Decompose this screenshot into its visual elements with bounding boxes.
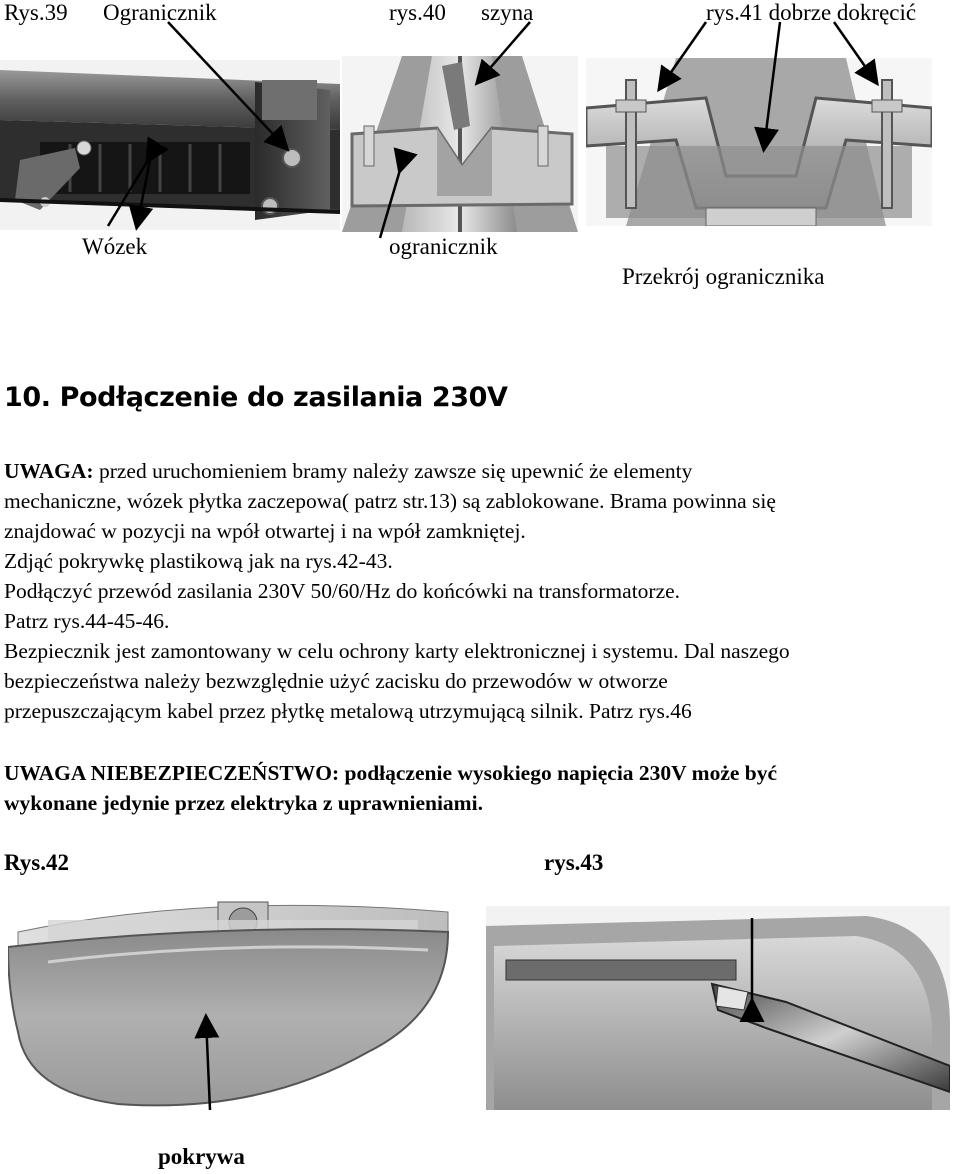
fig42-caption: Rys.42	[4, 850, 70, 875]
warning-prefix: UWAGA:	[4, 459, 94, 483]
label-wozek: Wózek	[82, 234, 148, 259]
pointer-arrows-bottom	[0, 880, 960, 1120]
photo-fig41-cross-section	[586, 58, 932, 226]
label-ogranicznik: ogranicznik	[389, 234, 498, 259]
label-pokrywa: pokrywa	[158, 1144, 245, 1169]
danger-line-2: wykonane jedynie przez elektryka z uprawnieniami.	[4, 791, 483, 815]
section-title: 10. Podłączenie do zasilania 230V	[4, 382, 508, 413]
paragraph-line-1-text: przed uruchomieniem bramy należy zawsze się upewnić że elementy	[93, 459, 693, 483]
paragraph-line-3: znajdować w pozycji na wpół otwartej i na wpół zamkniętej.	[4, 519, 526, 543]
fig39-caption: Rys.39	[4, 0, 68, 25]
paragraph-line-1	[4, 456, 692, 486]
paragraph-line-5: Podłączyć przewód zasilania 230V 50/60/Hz do końcówki na transformatorze.	[4, 579, 681, 603]
danger-line-1: UWAGA NIEBEZPIECZEŃSTWO: podłączenie wysokiego napięcia 230V może być	[4, 761, 778, 785]
paragraph-line-9: przepuszczającym kabel przez płytkę metalową utrzymującą silnik. Patrz rys.46	[4, 699, 692, 723]
paragraph-line-2: mechaniczne, wózek płytka zaczepowa( patrz str.13) są zablokowane. Brama powinna się	[4, 489, 776, 513]
fig40-caption: rys.40	[389, 0, 446, 25]
fig40-title: szyna	[481, 0, 534, 25]
photo-fig39-limiter	[0, 60, 340, 230]
fig41-caption: rys.41 dobrze dokręcić	[706, 0, 917, 25]
fig39-title: Ogranicznik	[103, 0, 217, 25]
paragraph-line-6: Patrz rys.44-45-46.	[4, 609, 170, 633]
fig43-caption: rys.43	[544, 850, 604, 875]
label-przekroj: Przekrój ogranicznika	[622, 264, 825, 289]
photo-fig40-rail	[342, 56, 578, 232]
paragraph-line-8: bezpieczeństwa należy bezwzględnie użyć zacisku do przewodów w otworze	[4, 669, 668, 693]
paragraph-line-4: Zdjąć pokrywkę plastikową jak na rys.42-43.	[4, 549, 393, 573]
paragraph-line-7: Bezpiecznik jest zamontowany w celu ochrony karty elektronicznej i systemu. Dal naszego	[4, 639, 790, 663]
